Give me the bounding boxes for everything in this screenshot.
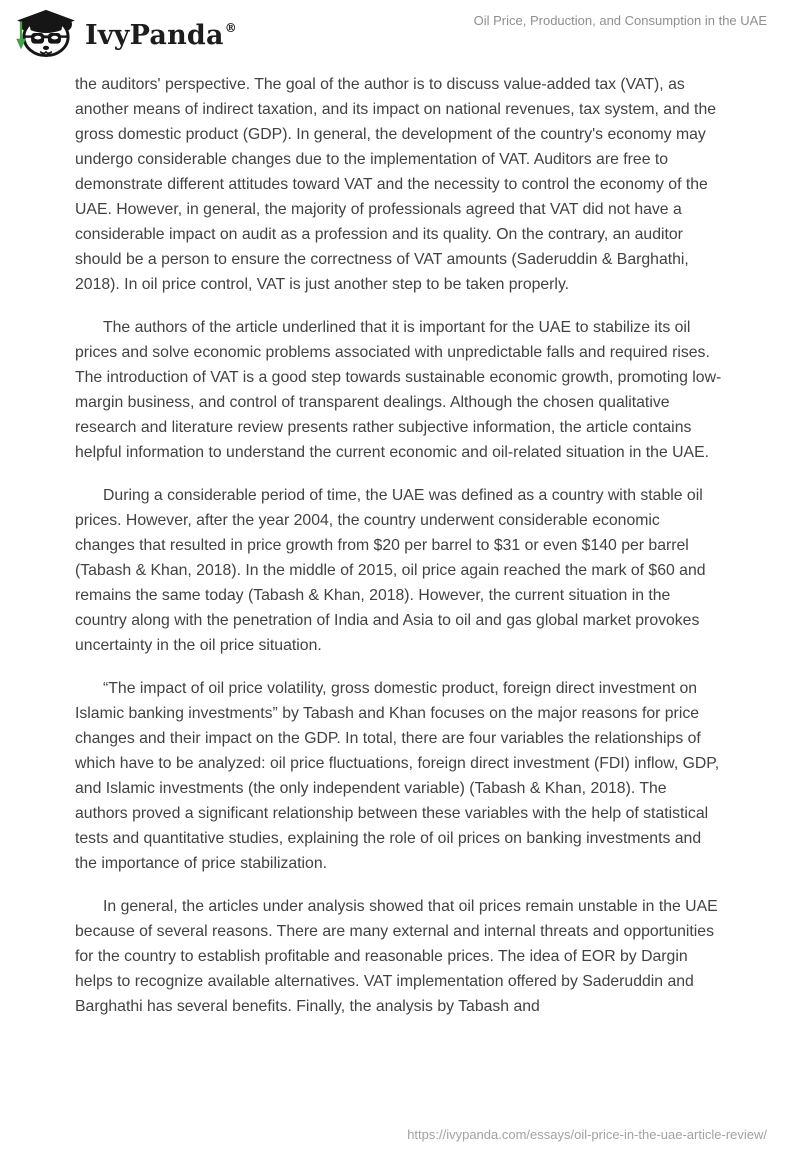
article-paragraph: The authors of the article underlined that it is important for the UAE to stabilize its oil prices and solve economic problems associated with unpredictable falls and required rises. The introduction of VAT is a good step towards sustainable economic growth, promoting low-margin business, and control of transparent dealings. Although the chosen qualitative research and literature review presents rather subjective information, the article contains helpful information to understand the current economic and oil-related situation in the UAE.: [75, 319, 722, 461]
document-title: Oil Price, Production, and Consumption in the UAE: [473, 13, 767, 28]
page-header: [0, 0, 800, 58]
ivypanda-panda-graduation-logo-icon: [14, 8, 78, 58]
brand-name: IvyPanda: [85, 20, 224, 51]
article-paragraph: During a considerable period of time, the UAE was defined as a country with stable oil prices. However, after the year 2004, the country underwent considerable economic changes that resulted in price growth from $20 per barrel to $31 or even $140 per barrel (Tabash & Khan, 2018). In the middle of 2015, oil price again reached the mark of $60 and remains the same today (Tabash & Khan, 2018). However, the current situation in the country along with the penetration of India and Asia to oil and gas global market provokes uncertainty in the oil price situation.: [75, 487, 706, 654]
registered-trademark-symbol: ®: [224, 21, 237, 35]
brand-wordmark: [85, 5, 237, 61]
article-paragraph: “The impact of oil price volatility, gross domestic product, foreign direct investment on Islamic banking investments” by Tabash and Khan focuses on the major reasons for price changes and their impact on the GDP. In total, there are four variables the relationships of which have to be analyzed: oil price fluctuations, foreign direct investment (FDI) inflow, GDP, and Islamic investments (the only independent variable) (Tabash & Khan, 2018). The authors proved a significant relationship between these variables with the help of statistical tests and quantitative studies, explaining the role of oil prices on banking investments and the importance of price stabilization.: [75, 680, 720, 872]
article-paragraph: the auditors' perspective. The goal of the author is to discuss value-added tax (VAT), as another means of indirect taxation, and its impact on national revenues, tax system, and the gross domestic product (GDP). In general, the development of the country's economy may undergo considerable changes due to the implementation of VAT. Auditors are free to demonstrate different attitudes toward VAT and the necessity to control the economy of the UAE. However, in general, the majority of professionals agreed that VAT did not have a considerable impact on audit as a profession and its quality. On the contrary, an auditor should be a person to ensure the correctness of VAT amounts (Saderuddin & Barghathi, 2018). In oil price control, VAT is just another step to be taken properly.: [75, 76, 717, 293]
article-body: [0, 58, 800, 1019]
article-paragraph: In general, the articles under analysis showed that oil prices remain unstable in the UAE because of several reasons. There are many external and internal threats and opportunities for the country to establish profitable and reasonable prices. The idea of EOR by Dargin helps to recognize available alternatives. VAT implementation offered by Saderuddin and Barghathi has several benefits. Finally, the analysis by Tabash and: [75, 898, 718, 1015]
source-url-link[interactable]: https://ivypanda.com/essays/oil-price-in-the-uae-article-review/: [407, 1127, 767, 1142]
